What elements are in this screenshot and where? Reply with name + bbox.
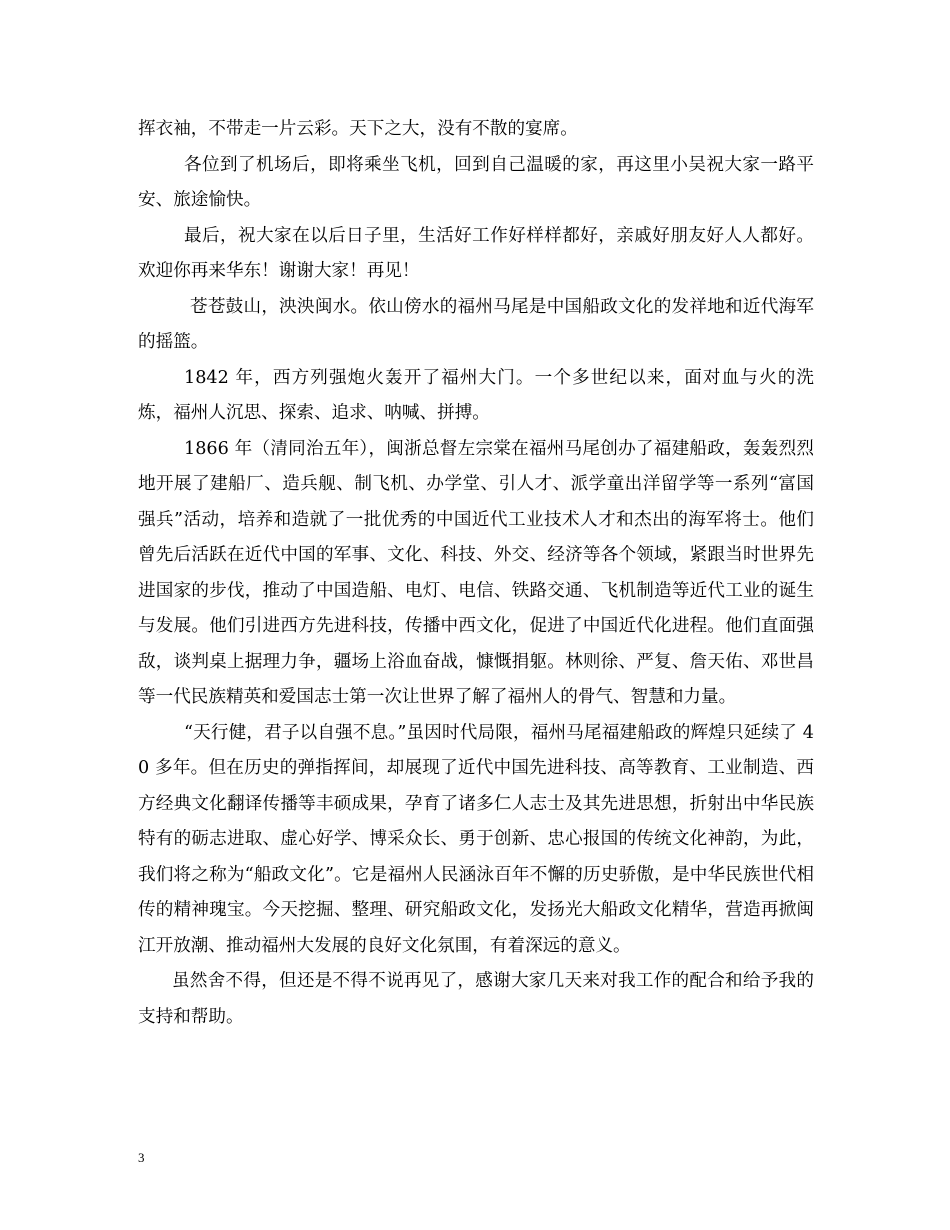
paragraph-goodbye: 虽然舍不得，但还是不得不说再见了，感谢大家几天来对我工作的配合和给予我的支持和帮助。 — [138, 971, 814, 1027]
paragraph-gushan: 苍苍鼓山，泱泱闽水。依山傍水的福州马尾是中国船政文化的发祥地和近代海军的摇篮。 — [138, 296, 814, 352]
paragraph-ship-culture: “天行健，君子以自强不息。”虽因时代局限，福州马尾福建船政的辉煌只延续了 40 多年。但在历史的弹指挥间，却展现了近代中国先进科技、高等教育、工业制造、西方经典文化翻译传播等丰硕成果，孕育了诸多仁人志士及其先进思想，折射出中华民族特有的砺志进取、虚心好学、博采众长、勇于创新、忠心报国的传统文化神韵，为此，我们将之称为“船政文化”。它是福州人民涵泳百年不懈的历史骄傲，是中华民族世代相传的精神瑰宝。今天挖掘、整理、研究船政文化，发扬光大船政文化精华，营造再掀闽江开放潮、推动福州大发展的良好文化氛围，有着深远的意义。 — [138, 722, 814, 956]
paragraph-1842: 1842 年，西方列强炮火轰开了福州大门。一个多世纪以来，面对血与火的洗炼，福州人沉思、探索、追求、呐喊、拼搏。 — [138, 367, 814, 423]
paragraph-1866: 1866 年（清同治五年），闽浙总督左宗棠在福州马尾创办了福建船政，轰轰烈烈地开展了建船厂、造兵舰、制飞机、办学堂、引人才、派学童出洋留学等一系列“富国强兵”活动，培养和造就了一批优秀的中国近代工业技术人才和杰出的海军将士。他们曾先后活跃在近代中国的军事、文化、科技、外交、经济等各个领域，紧跟当时世界先进国家的步伐，推动了中国造船、电灯、电信、铁路交通、飞机制造等近代工业的诞生与发展。他们引进西方先进科技，传播中西文化，促进了中国近代化进程。他们直面强敌，谈判桌上据理力争，疆场上浴血奋战，慷慨捐躯。林则徐、严复、詹天佑、邓世昌等一代民族精英和爱国志士第一次让世界了解了福州人的骨气、智慧和力量。 — [138, 438, 814, 707]
document-body — [138, 112, 814, 1035]
page-number: 3 — [138, 1150, 145, 1165]
paragraph-farewell-end: 挥衣袖，不带走一片云彩。天下之大，没有不散的宴席。 — [138, 119, 578, 139]
paragraph-wishes: 最后，祝大家在以后日子里，生活好工作好样样都好，亲戚好朋友好人人都好。欢迎你再来华东！谢谢大家！再见！ — [138, 225, 814, 281]
paragraph-airport: 各位到了机场后，即将乘坐飞机，回到自己温暖的家，再这里小吴祝大家一路平安、旅途愉快。 — [138, 154, 814, 210]
